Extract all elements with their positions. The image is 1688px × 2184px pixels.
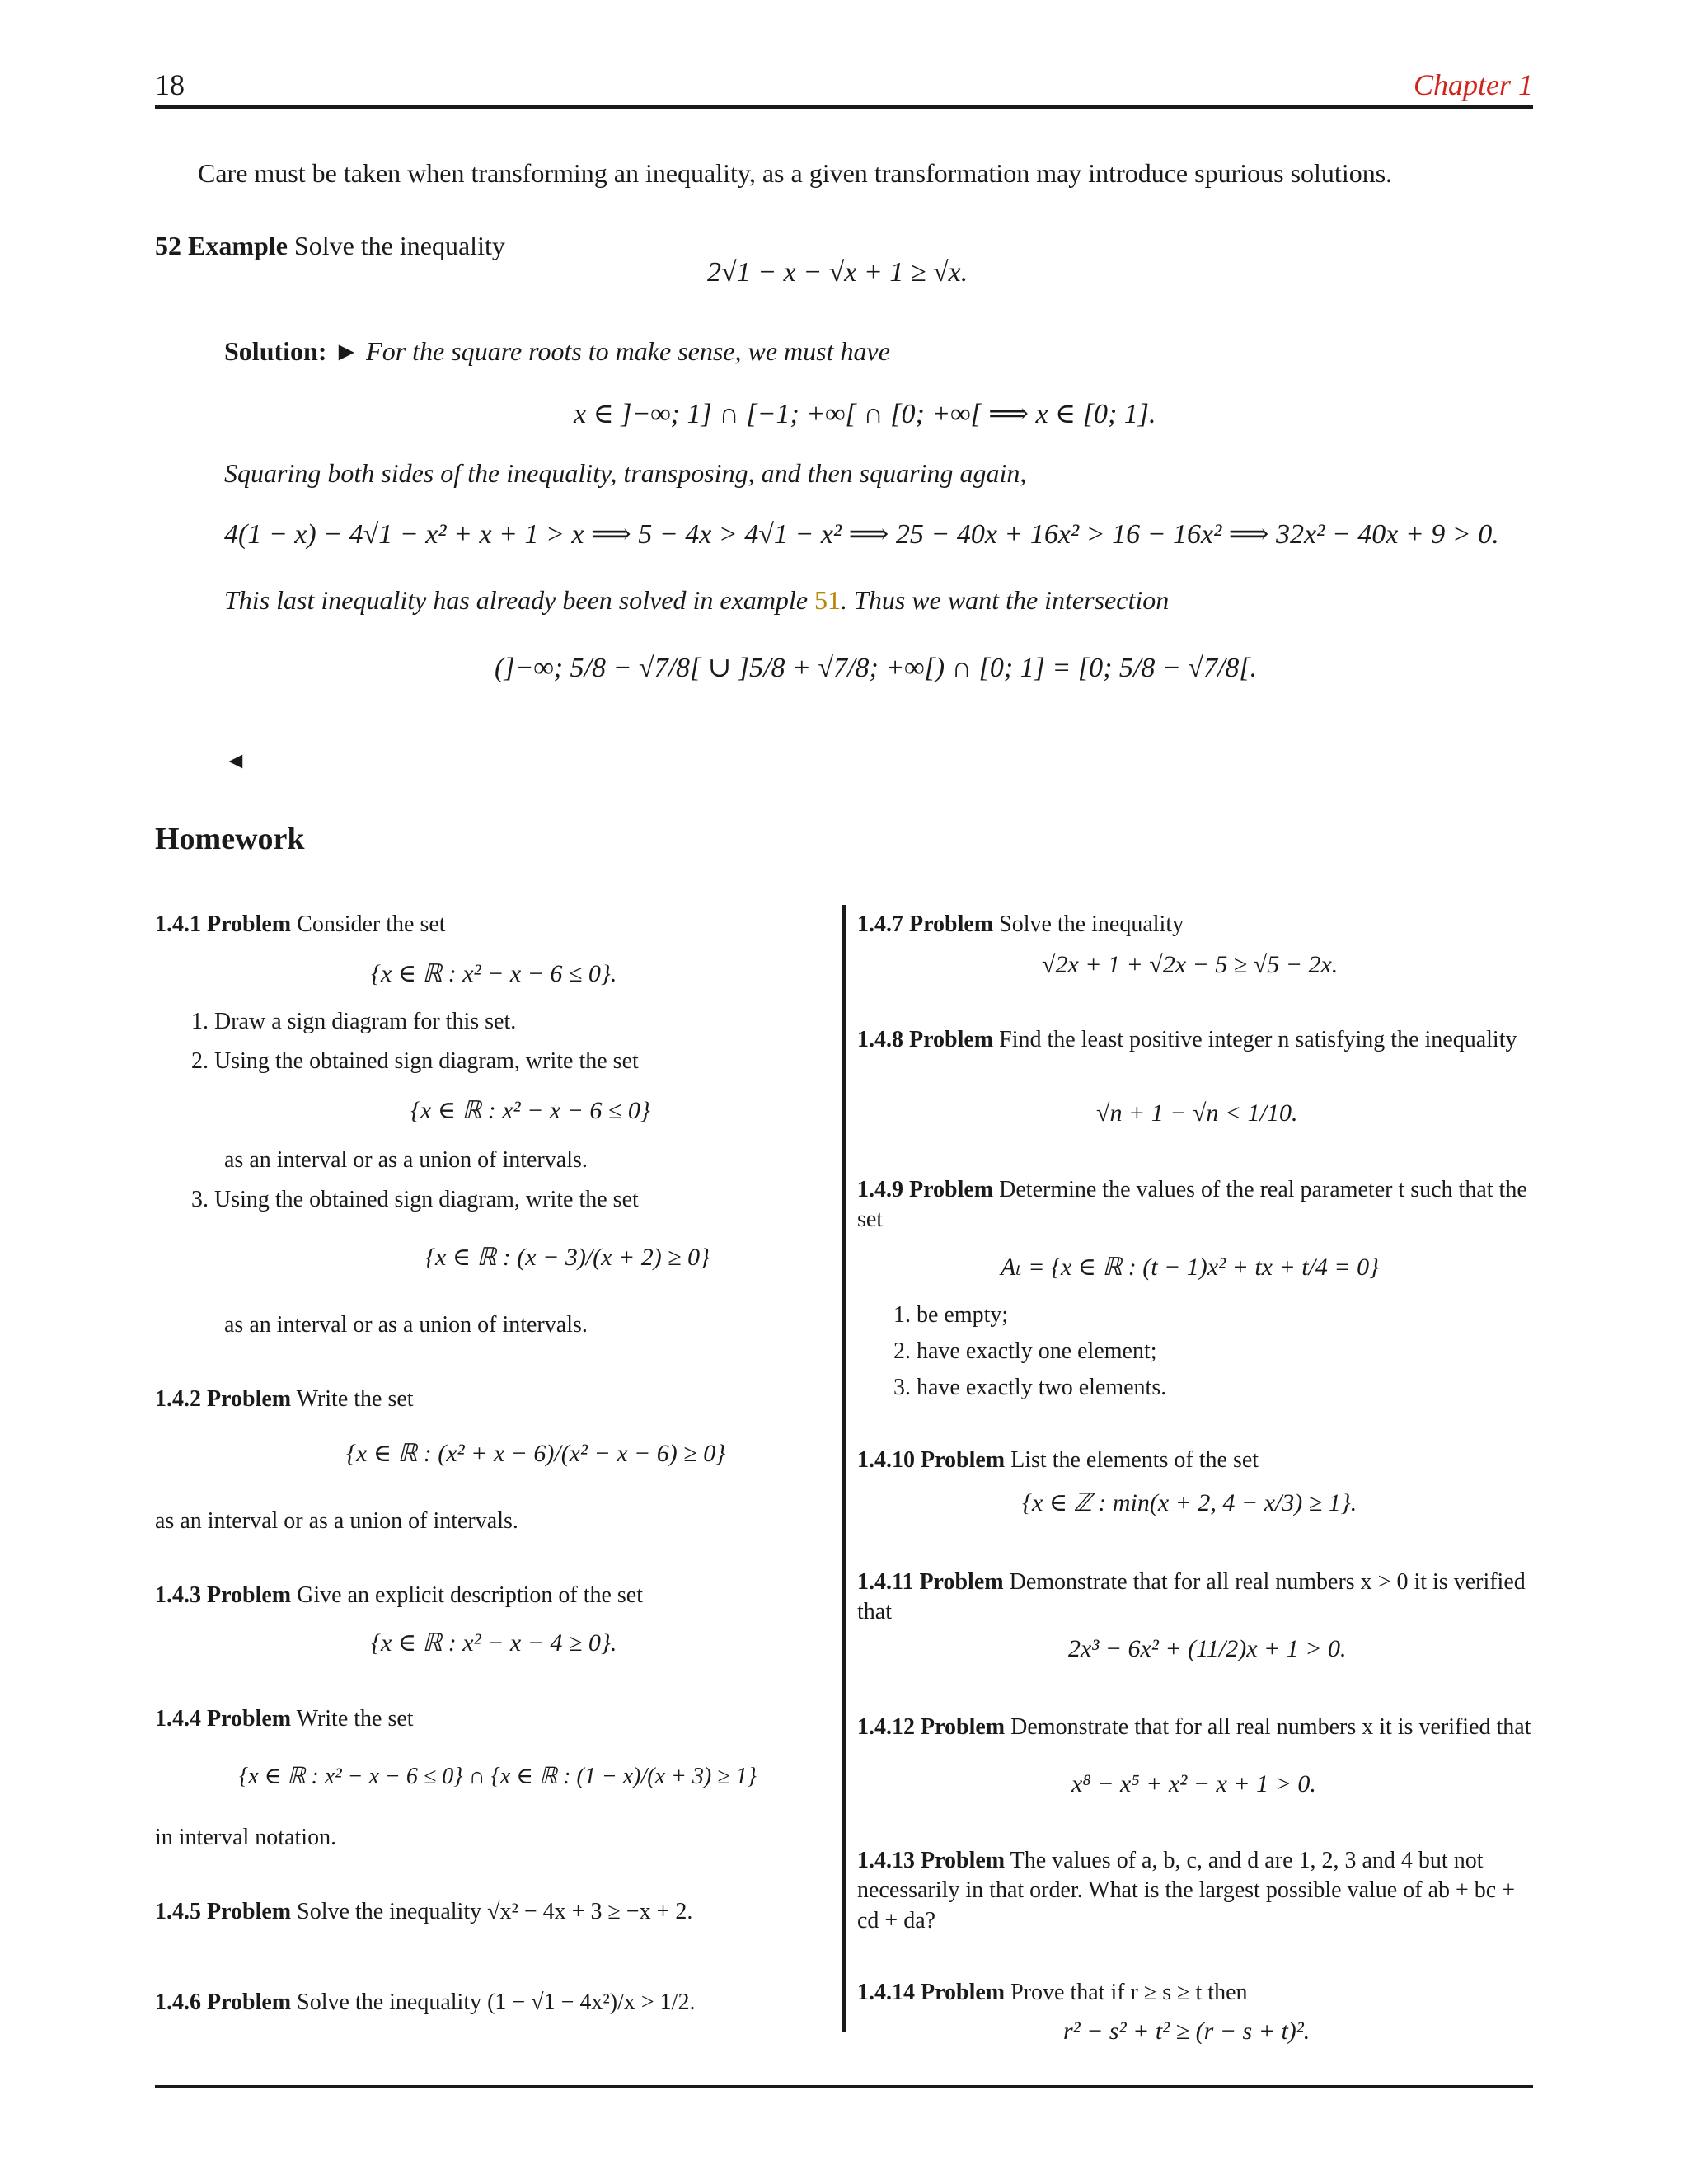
squaring-text: Squaring both sides of the inequality, transposing, and then squaring again,: [224, 458, 1027, 488]
problem-1-4-4: [155, 1704, 414, 1734]
problem-id: 1.4.8 Problem: [857, 1027, 994, 1052]
problem-id: 1.4.9 Problem: [857, 1177, 994, 1202]
problem-text: Write the set: [296, 1386, 414, 1412]
problem-id: 1.4.2 Problem: [155, 1386, 292, 1412]
homework-title: Homework: [155, 822, 305, 856]
problem-id: 1.4.14 Problem: [857, 1980, 1006, 2005]
example-text: Solve the inequality: [293, 231, 505, 260]
problem-1-4-11: [857, 1568, 1533, 1628]
problem-1-4-12: [857, 1713, 1533, 1742]
solution-text: For the square roots to make sense, we must have: [366, 336, 890, 366]
problem-id: 1.4.12 Problem: [857, 1714, 1006, 1740]
example-heading: [155, 231, 505, 261]
problem-id: 1.4.4 Problem: [155, 1706, 292, 1732]
problem-1-4-2: [155, 1385, 414, 1414]
problem-1-4-14: [857, 1978, 1533, 2008]
problem-text: Write the set: [296, 1706, 414, 1732]
problem-1-4-4-math: {x ∈ ℝ : x² − x − 6 ≤ 0} ∩ {x ∈ ℝ : (1 − x)/(x + 3) ≥ 1}: [239, 1764, 757, 1789]
problem-1-4-1-math2: {x ∈ ℝ : x² − x − 6 ≤ 0}: [410, 1097, 650, 1124]
problem-id: 1.4.1 Problem: [155, 912, 292, 937]
last-inequality-text: [224, 585, 1169, 616]
problem-id: 1.4.5 Problem: [155, 1899, 292, 1924]
problem-id: 1.4.6 Problem: [155, 1990, 292, 2015]
problem-1-4-4-after: in interval notation.: [155, 1825, 337, 1850]
problem-id: 1.4.3 Problem: [155, 1582, 292, 1608]
problem-text: Solve the inequality: [999, 912, 1184, 937]
list-item: 2. Using the obtained sign diagram, write the set: [191, 1048, 639, 1074]
footer-rule: [155, 2085, 1533, 2088]
intro-text: Care must be taken when transforming an inequality, as a given transformation may introduce spurious solutions.: [198, 158, 1393, 188]
chain-equation: 4(1 − x) − 4√1 − x² + x + 1 > x ⟹ 5 − 4x > 4√1 − x² ⟹ 25 − 40x + 16x² > 16 − 16x² ⟹ 32x² − 40x + 9 > 0.: [224, 519, 1499, 550]
list-item: 3. Using the obtained sign diagram, write the set: [191, 1187, 639, 1212]
problem-text: Demonstrate that for all real numbers x it is verified that: [1010, 1714, 1531, 1740]
problem-1-4-1-after3: as an interval or as a union of intervals.: [224, 1312, 588, 1338]
problem-text: The values of a, b, c, and d are 1, 2, 3 and 4 but not necessarily in that order. What is the largest possible value of ab + bc + cd + da?: [857, 1848, 1515, 1933]
problem-1-4-9-math: Aₜ = {x ∈ ℝ : (t − 1)x² + tx + t/4 = 0}: [1001, 1254, 1380, 1281]
problem-text: Determine the values of the real parameter t such that the set: [857, 1177, 1527, 1233]
problem-1-4-6: [155, 1988, 695, 2018]
last-text-before: This last inequality has already been solved in example: [224, 585, 815, 615]
header-rule: [155, 105, 1533, 109]
problem-text: Solve the inequality (1 − √1 − 4x²)/x > 1/2.: [297, 1990, 696, 2015]
domain-equation: x ∈ ]−∞; 1] ∩ [−1; +∞[ ∩ [0; +∞[ ⟹ x ∈ [0; 1].: [574, 399, 1156, 429]
problem-1-4-1-math3: {x ∈ ℝ : (x − 3)/(x + 2) ≥ 0}: [425, 1244, 710, 1271]
solution-line: [224, 336, 890, 367]
solution-label: Solution:: [224, 336, 327, 366]
column-divider: [842, 905, 846, 2032]
example-ref-link[interactable]: 51: [814, 585, 842, 615]
list-item: 1. Draw a sign diagram for this set.: [191, 1009, 517, 1034]
problem-1-4-11-math: 2x³ − 6x² + (11/2)x + 1 > 0.: [1068, 1635, 1347, 1662]
problem-1-4-14-math: r² − s² + t² ≥ (r − s + t)².: [1063, 2018, 1311, 2045]
problem-id: 1.4.10 Problem: [857, 1447, 1006, 1473]
example-label: Example: [188, 231, 288, 260]
problem-1-4-9: [857, 1175, 1533, 1235]
problem-1-4-5: [155, 1897, 692, 1927]
problem-1-4-1-after2: as an interval or as a union of intervals.: [224, 1147, 588, 1173]
last-text-after: . Thus we want the intersection: [841, 585, 1170, 615]
problem-1-4-8: [857, 1025, 1533, 1055]
problem-1-4-7-math: √2x + 1 + √2x − 5 ≥ √5 − 2x.: [1042, 951, 1339, 978]
problem-1-4-3: [155, 1581, 643, 1610]
list-item: 3. have exactly two elements.: [893, 1375, 1167, 1400]
problem-1-4-12-math: x⁸ − x⁵ + x² − x + 1 > 0.: [1071, 1770, 1316, 1797]
problem-text: Find the least positive integer n satisfying the inequality: [999, 1027, 1517, 1052]
problem-id: 1.4.11 Problem: [857, 1569, 1004, 1595]
problem-1-4-1: [155, 910, 446, 940]
problem-1-4-8-math: √n + 1 − √n < 1/10.: [1096, 1099, 1298, 1127]
problem-1-4-10: [857, 1446, 1533, 1475]
problem-text: Give an explicit description of the set: [297, 1582, 644, 1608]
problem-text: List the elements of the set: [1010, 1447, 1259, 1473]
problem-text: Solve the inequality √x² − 4x + 3 ≥ −x + 2.: [297, 1899, 693, 1924]
problem-1-4-3-math: {x ∈ ℝ : x² − x − 4 ≥ 0}.: [371, 1629, 617, 1657]
problem-1-4-1-math: {x ∈ ℝ : x² − x − 6 ≤ 0}.: [371, 960, 617, 987]
problem-1-4-10-math: {x ∈ ℤ : min(x + 2, 4 − x/3) ≥ 1}.: [1022, 1489, 1357, 1516]
example-number: 52: [155, 231, 181, 260]
page-number: 18: [155, 68, 185, 101]
problem-text: Demonstrate that for all real numbers x > 0 it is verified that: [857, 1569, 1526, 1625]
problem-id: 1.4.7 Problem: [857, 912, 994, 937]
problem-1-4-2-math: {x ∈ ℝ : (x² + x − 6)/(x² − x − 6) ≥ 0}: [346, 1440, 726, 1467]
intersection-equation: (]−∞; 5/8 − √7/8[ ∪ ]5/8 + √7/8; +∞[) ∩ [0; 1] = [0; 5/8 − √7/8[.: [495, 653, 1258, 683]
problem-1-4-13: [857, 1846, 1533, 1936]
problem-1-4-2-after: as an interval or as a union of intervals.: [155, 1508, 518, 1534]
list-item: 1. be empty;: [893, 1302, 1009, 1328]
problem-text: Consider the set: [297, 912, 446, 937]
solution-marker: ►: [333, 336, 360, 366]
chapter-title: Chapter 1: [1413, 68, 1533, 101]
problem-id: 1.4.13 Problem: [857, 1848, 1006, 1873]
problem-text: Prove that if r ≥ s ≥ t then: [1010, 1980, 1248, 2005]
problem-1-4-7: [857, 910, 1533, 940]
example-equation: 2√1 − x − √x + 1 ≥ √x.: [707, 257, 968, 288]
end-marker: ◄: [224, 748, 247, 774]
list-item: 2. have exactly one element;: [893, 1338, 1157, 1364]
